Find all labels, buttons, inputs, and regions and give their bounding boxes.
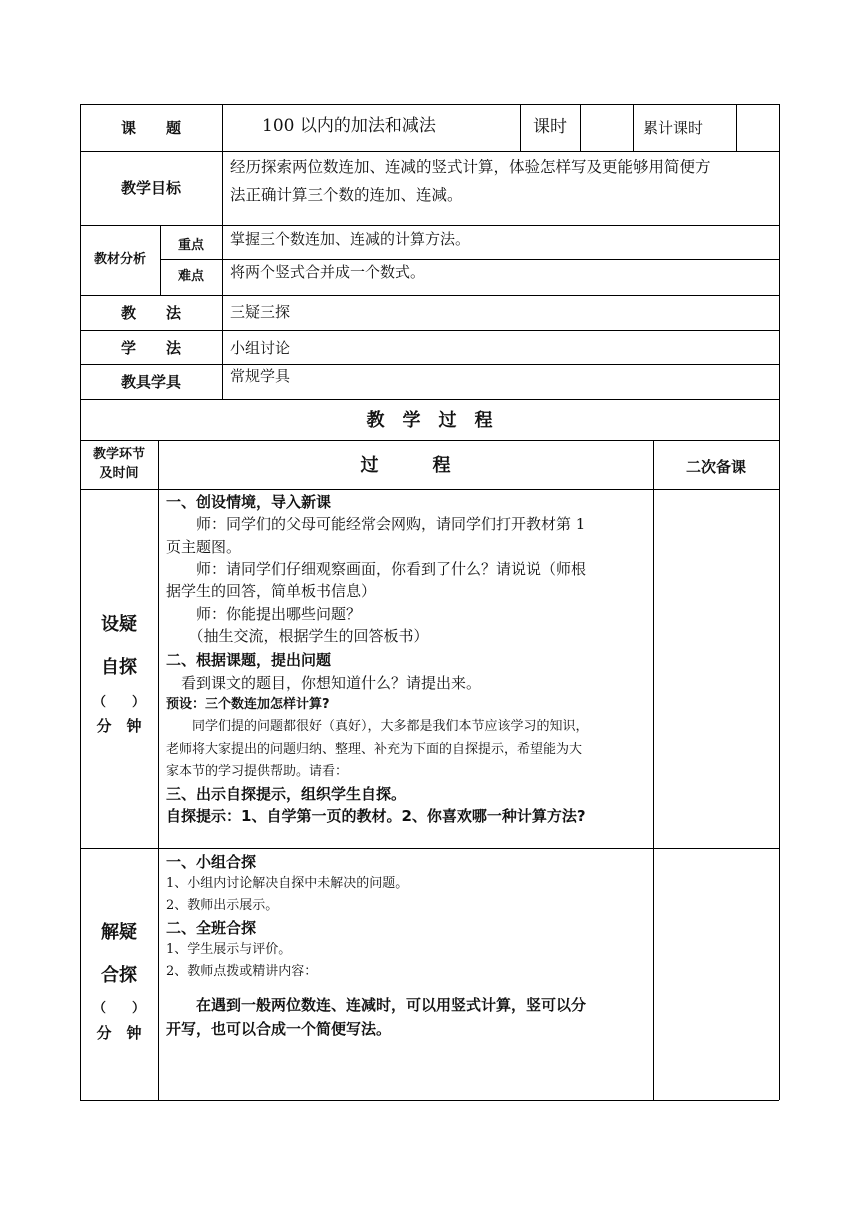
- topic-label: 课 题: [120, 119, 181, 137]
- process-header: 过 程: [360, 455, 451, 476]
- stage2-minutes: 分 钟: [96, 1024, 142, 1042]
- difficulty-label: 难点: [177, 269, 204, 284]
- stage1-line: 自探提示：1、自学第一页的教材。2、你喜欢哪一种计算方法?: [166, 807, 586, 825]
- cumulative-label: 累计课时: [643, 119, 704, 137]
- teaching-method-value: 三疑三探: [230, 303, 291, 321]
- stage1-time-paren: （ ）: [92, 695, 145, 710]
- stage2-line: 二、全班合探: [166, 919, 257, 937]
- stage1-line: （抽生交流，根据学生的回答板书）: [166, 627, 429, 645]
- stage1-line: 一、创设情境，导入新课: [166, 493, 332, 511]
- topic-value: 100 以内的加法和减法: [262, 116, 436, 136]
- stage1-line: 二、根据课题，提出问题: [166, 651, 332, 669]
- stage-header-line-1: 教学环节: [92, 447, 145, 462]
- key-point-value: 掌握三个数连加、连减的计算方法。: [230, 230, 471, 248]
- stage1-line: 三、出示自探提示，组织学生自探。: [166, 785, 407, 803]
- tools-label: 教具学具: [120, 373, 181, 391]
- stage2-line: 1、学生展示与评价。: [166, 942, 292, 957]
- stage1-name-line-1: 设疑: [101, 614, 137, 635]
- backup-header: 二次备课: [685, 458, 746, 476]
- stage1-line: 页主题图。: [166, 538, 242, 556]
- stage2-line: 1、小组内讨论解决自探中未解决的问题。: [166, 876, 409, 891]
- stage2-line: 在遇到一般两位数连、连减时，可以用竖式计算，竖可以分: [166, 996, 587, 1014]
- objective-label: 教学目标: [120, 179, 181, 197]
- stage2-name-line-2: 合探: [101, 965, 137, 986]
- stage2-line: 一、小组合探: [166, 853, 257, 871]
- stage1-line: 同学们提的问题都很好（真好），大多都是我们本节应该学习的知识，: [166, 719, 589, 734]
- stage2-line: 2、教师点拨或精讲内容：: [166, 964, 318, 979]
- stage1-line: 老师将大家提出的问题归纳、整理、补充为下面的自探提示，希望能为大: [166, 742, 583, 757]
- stage1-line: 预设：三个数连加怎样计算?: [166, 697, 330, 712]
- stage2-line: 开写，也可以合成一个简便写法。: [166, 1020, 392, 1038]
- stage1-minutes: 分 钟: [96, 717, 142, 735]
- stage1-line: 师：同学们的父母可能经常会网购，请同学们打开教材第 1: [166, 515, 586, 533]
- objective-line-1: 经历探索两位数连加、连减的竖式计算，体验怎样写及更能够用简便方: [230, 158, 711, 176]
- process-title: 教 学 过 程: [366, 410, 493, 431]
- stage2-line: 2、教师出示展示。: [166, 898, 279, 913]
- analysis-label: 教材分析: [93, 252, 146, 267]
- stage1-name-line-2: 自探: [101, 657, 137, 678]
- stage1-line: 师：请同学们仔细观察画面，你看到了什么？请说说（师根: [166, 560, 587, 578]
- key-point-label: 重点: [177, 238, 204, 253]
- objective-line-2: 法正确计算三个数的连加、连减。: [230, 186, 463, 204]
- learning-method-label: 学 法: [120, 339, 181, 357]
- stage1-line: 师：你能提出哪些问题？: [166, 605, 362, 623]
- stage1-line: 家本节的学习提供帮助。请看：: [166, 764, 349, 779]
- stage1-line: 据学生的回答，简单板书信息）: [166, 582, 377, 600]
- stage1-line: 看到课文的题目，你想知道什么？请提出来。: [166, 674, 482, 692]
- tools-value: 常规学具: [230, 367, 291, 385]
- stage2-time-paren: （ ）: [92, 1001, 145, 1016]
- period-label: 课时: [533, 117, 567, 137]
- stage-header-line-2: 及时间: [99, 466, 139, 481]
- learning-method-value: 小组讨论: [230, 339, 291, 357]
- stage2-name-line-1: 解疑: [101, 922, 137, 943]
- difficulty-value: 将两个竖式合并成一个数式。: [230, 263, 426, 281]
- teaching-method-label: 教 法: [120, 304, 181, 322]
